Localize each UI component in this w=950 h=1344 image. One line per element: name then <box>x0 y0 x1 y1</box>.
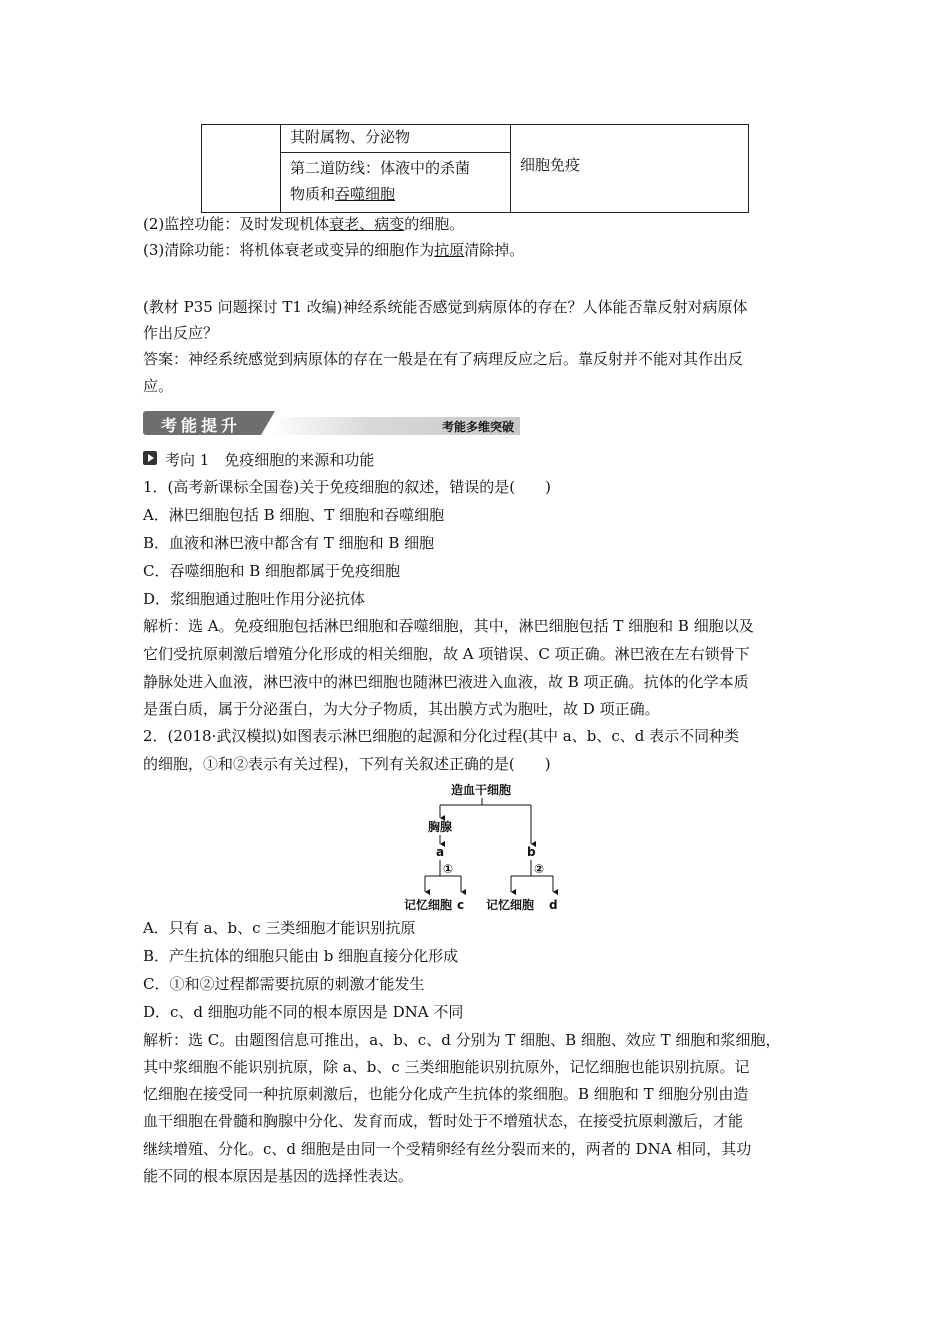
lymphocyte-diagram <box>404 778 570 918</box>
text: 清除掉。 <box>464 241 525 259</box>
diagram-b: b <box>527 845 536 859</box>
option-b: B．产生抗体的细胞只能由 b 细胞直接分化形成 <box>143 947 459 965</box>
monitor-function <box>143 214 464 234</box>
banner-title-bg <box>143 411 261 435</box>
diagram-d: d <box>549 898 558 912</box>
table-cell-right: 细胞免疫 <box>520 156 581 174</box>
explanation-line: 继续增殖、分化。c、d 细胞是由同一个受精卵经有丝分裂而来的，两者的 DNA 相同，其功 <box>143 1140 752 1158</box>
underlined-text: 抗原 <box>434 241 465 259</box>
question-stem: 2．(2018·武汉模拟)如图表示淋巴细胞的起源和分化过程(其中 a、b、c、d 表示不同种类 <box>143 727 740 745</box>
explanation-line: 忆细胞在接受同一种抗原刺激后，也能分化成产生抗体的浆细胞。B 细胞和 T 细胞分别由造 <box>143 1085 749 1103</box>
play-icon <box>143 451 157 465</box>
explanation-line: 它们受抗原刺激后增殖分化形成的相关细胞，故 A 项错误、C 项正确。淋巴液在左右锁骨下 <box>143 645 750 663</box>
underlined-text: 衰老、病变 <box>329 215 405 233</box>
table-cell-second-line2 <box>290 183 395 204</box>
diagram-memory-left: 记忆细胞 <box>404 898 453 912</box>
table-divider <box>280 124 281 213</box>
option-c: C．吞噬细胞和 B 细胞都属于免疫细胞 <box>143 562 401 580</box>
text: 的细胞。 <box>404 215 465 233</box>
option-c: C．①和②过程都需要抗原的刺激才能发生 <box>143 975 425 993</box>
option-d: D．c、d 细胞功能不同的根本原因是 DNA 不同 <box>143 1003 464 1021</box>
answer-line: 答案：神经系统感觉到病原体的存在一般是在有了病理反应之后。靠反射并不能对其作出反 <box>143 350 744 368</box>
diagram-process-1: ① <box>443 862 454 876</box>
table-divider <box>280 152 510 153</box>
option-d: D．浆细胞通过胞吐作用分泌抗体 <box>143 590 366 608</box>
diagram-c: c <box>457 898 465 912</box>
question-stem: 1．(高考新课标全国卷)关于免疫细胞的叙述，错误的是( ) <box>143 478 551 496</box>
banner-bar <box>269 417 520 435</box>
table-text: 物质和 <box>290 185 336 203</box>
immune-table <box>201 124 749 213</box>
answer-line: 应。 <box>143 377 174 395</box>
textbook-question-line: 作出反应？ <box>143 324 219 342</box>
option-b: B．血液和淋巴液中都含有 T 细胞和 B 细胞 <box>143 534 435 552</box>
diagram-root: 造血干细胞 <box>451 783 512 797</box>
explanation-line: 血干细胞在骨髓和胸腺中分化、发育而成，暂时处于不增殖状态，在接受抗原刺激后，才能 <box>143 1112 744 1130</box>
explanation-line: 解析：选 A。免疫细胞包括淋巴细胞和吞噬细胞，其中，淋巴细胞包括 T 细胞和 B 细胞以及 <box>143 617 754 635</box>
explanation-line: 是蛋白质，属于分泌蛋白，为大分子物质，其出膜方式为胞吐，故 D 项正确。 <box>143 700 660 718</box>
diagram-a: a <box>436 845 445 859</box>
table-cell-second: 第二道防线：体液中的杀菌 <box>290 159 471 177</box>
explanation-line: 静脉处进入血液，淋巴液中的淋巴细胞也随淋巴液进入血液，故 B 项正确。抗体的化学本质 <box>143 673 749 691</box>
banner-subtitle: 考能多维突破 <box>441 420 514 434</box>
explanation-line: 解析：选 C。由题图信息可推出，a、b、c、d 分别为 T 细胞、B 细胞、效应 T 细胞和浆细胞， <box>143 1031 781 1049</box>
question-stem: 的细胞，①和②表示有关过程)，下列有关叙述正确的是( ) <box>143 755 551 773</box>
option-a: A．淋巴细胞包括 B 细胞、T 细胞和吞噬细胞 <box>143 506 445 524</box>
banner-title: 考能提升 <box>161 416 242 435</box>
diagram-process-2: ② <box>534 862 545 876</box>
explanation-line: 能不同的根本原因是基因的选择性表达。 <box>143 1167 414 1185</box>
section-banner <box>143 411 520 435</box>
textbook-question-line: (教材 P35 问题探讨 T1 改编)神经系统能否感觉到病原体的存在？人体能否靠反射对病原体 <box>143 298 748 316</box>
table-underlined: 吞噬细胞 <box>335 185 396 203</box>
explanation-line: 其中浆细胞不能识别抗原，除 a、b、c 三类细胞能识别抗原外，记忆细胞也能识别抗原。记 <box>143 1058 750 1076</box>
table-cell-top: 其附属物、分泌物 <box>290 128 411 146</box>
diagram-memory-right: 记忆细胞 <box>486 898 535 912</box>
text: (2)监控功能：及时发现机体 <box>143 215 330 233</box>
clear-function <box>143 240 524 260</box>
diagram-thymus: 胸腺 <box>428 820 453 834</box>
table-divider <box>510 124 511 213</box>
section-heading: 考向 1 免疫细胞的来源和功能 <box>165 451 375 469</box>
option-a: A．只有 a、b、c 三类细胞才能识别抗原 <box>143 919 416 937</box>
text: (3)清除功能：将机体衰老或变异的细胞作为 <box>143 241 435 259</box>
